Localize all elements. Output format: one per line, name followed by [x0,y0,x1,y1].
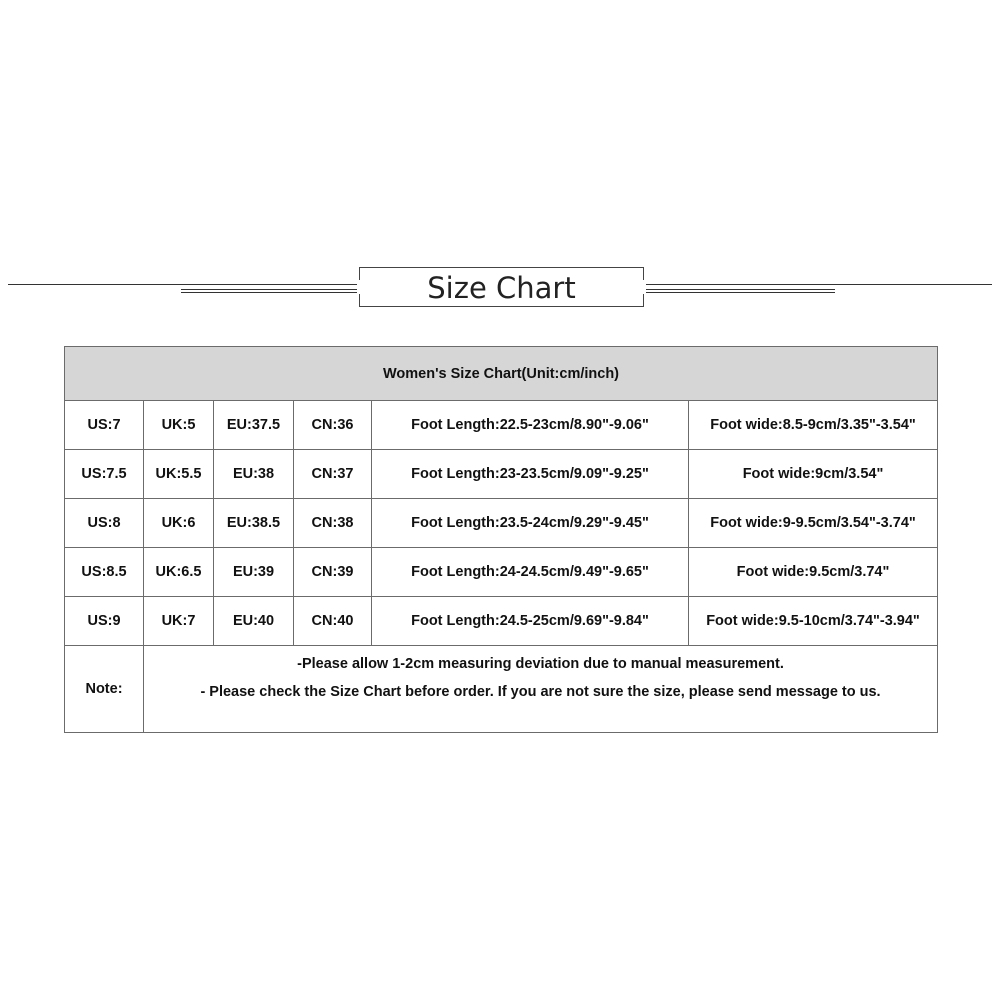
header-rule-right-long [644,284,992,285]
table-row [65,401,938,450]
header-rule-right-short-bottom [644,292,835,293]
foot-length-cell: Foot Length:22.5-23cm/8.90"-9.06" [372,401,689,450]
foot-wide-cell: Foot wide:9.5cm/3.74" [689,548,938,597]
note-row [65,646,938,733]
foot-length-cell: Foot Length:23.5-24cm/9.29"-9.45" [372,499,689,548]
cn-size-cell: CN:40 [294,597,372,646]
page-title: Size Chart [427,271,576,305]
uk-size-cell: UK:5.5 [144,450,214,499]
table-row [65,597,938,646]
eu-size-cell: EU:40 [214,597,294,646]
us-size-cell: US:8 [65,499,144,548]
table-caption-row [65,347,938,401]
note-label: Note: [65,646,144,733]
table-row [65,450,938,499]
note-line-2: - Please check the Size Chart before order. If you are not sure the size, please send message to us. [200,684,881,700]
eu-size-cell: EU:39 [214,548,294,597]
table-row [65,548,938,597]
table-caption: Women's Size Chart(Unit:cm/inch) [65,347,938,401]
cn-size-cell: CN:36 [294,401,372,450]
foot-wide-cell: Foot wide:9-9.5cm/3.54"-3.74" [689,499,938,548]
eu-size-cell: EU:38.5 [214,499,294,548]
foot-wide-cell: Foot wide:9cm/3.54" [689,450,938,499]
eu-size-cell: EU:38 [214,450,294,499]
cn-size-cell: CN:39 [294,548,372,597]
title-box-notch-left [357,280,361,294]
note-line-1: -Please allow 1-2cm measuring deviation due to manual measurement. [297,656,784,672]
uk-size-cell: UK:7 [144,597,214,646]
us-size-cell: US:8.5 [65,548,144,597]
title-box-notch-right [642,280,646,294]
header-rule-right-short-top [644,289,835,290]
foot-length-cell: Foot Length:24.5-25cm/9.69"-9.84" [372,597,689,646]
cn-size-cell: CN:37 [294,450,372,499]
foot-length-cell: Foot Length:24-24.5cm/9.49"-9.65" [372,548,689,597]
size-chart-table [64,346,938,733]
header-rule-left-long [8,284,359,285]
us-size-cell: US:7.5 [65,450,144,499]
table-row [65,499,938,548]
us-size-cell: US:7 [65,401,144,450]
uk-size-cell: UK:5 [144,401,214,450]
us-size-cell: US:9 [65,597,144,646]
note-text [144,646,938,733]
foot-wide-cell: Foot wide:8.5-9cm/3.35"-3.54" [689,401,938,450]
foot-wide-cell: Foot wide:9.5-10cm/3.74"-3.94" [689,597,938,646]
header-rule-left-short-top [181,289,359,290]
size-chart-title-box [359,267,644,307]
uk-size-cell: UK:6.5 [144,548,214,597]
foot-length-cell: Foot Length:23-23.5cm/9.09"-9.25" [372,450,689,499]
header-rule-left-short-bottom [181,292,359,293]
uk-size-cell: UK:6 [144,499,214,548]
cn-size-cell: CN:38 [294,499,372,548]
eu-size-cell: EU:37.5 [214,401,294,450]
